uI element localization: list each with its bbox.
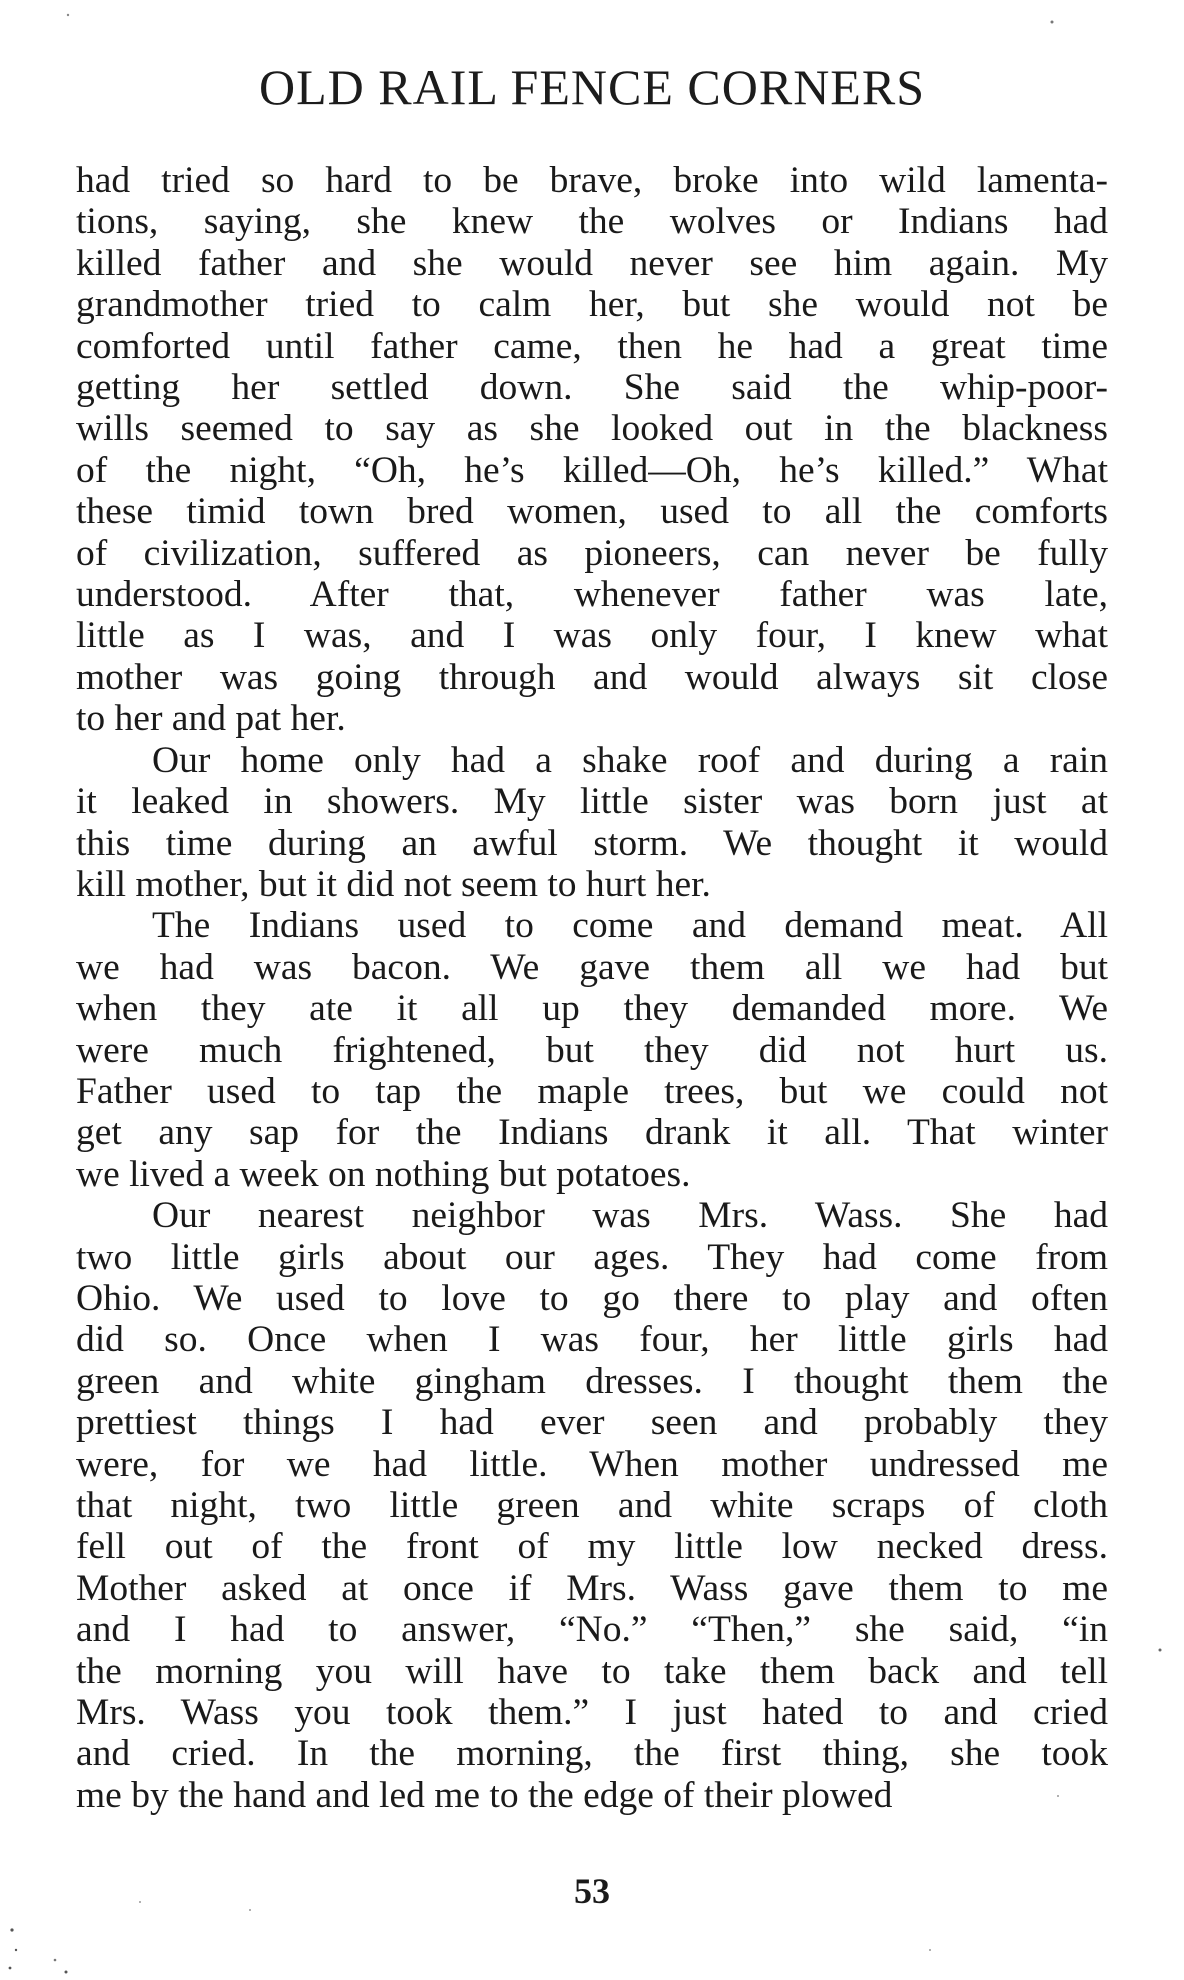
paragraph <box>76 740 1108 906</box>
text-line: Mother asked at once if Mrs. Wass gave them to me <box>76 1567 1108 1609</box>
text-line: Our nearest neighbor was Mrs. Wass. She had <box>152 1195 1108 1237</box>
text-line: understood. After that, whenever father was late, <box>76 574 1108 616</box>
text-line: when they ate it all up they demanded more. We <box>76 988 1108 1030</box>
text-line: we had was bacon. We gave them all we had but <box>76 946 1108 988</box>
paragraph <box>76 160 1108 740</box>
text-line: it leaked in showers. My little sister was born just at <box>76 781 1108 823</box>
text-line: little as I was, and I was only four, I knew what <box>76 615 1108 657</box>
text-line: and I had to answer, “No.” “Then,” she said, “in <box>76 1609 1108 1651</box>
page-number: 53 <box>574 1871 610 1911</box>
text-line: me by the hand and led me to the edge of their plowed <box>76 1774 893 1816</box>
text-line: of the night, “Oh, he’s killed—Oh, he’s killed.” What <box>76 449 1108 491</box>
text-line: Our home only had a shake roof and during a rain <box>152 739 1108 781</box>
text-line: Ohio. We used to love to go there to play and often <box>76 1277 1108 1319</box>
text-line: killed father and she would never see him again. My <box>76 242 1108 284</box>
text-line: Mrs. Wass you took them.” I just hated to and cried <box>76 1692 1108 1734</box>
paragraph <box>76 905 1108 1195</box>
text-line: did so. Once when I was four, her little girls had <box>76 1319 1108 1361</box>
text-line: and cried. In the morning, the first thing, she took <box>76 1733 1108 1775</box>
text-line: getting her settled down. She said the whip-poor- <box>76 367 1108 409</box>
text-line: were much frightened, but they did not hurt us. <box>76 1029 1108 1071</box>
text-line: to her and pat her. <box>76 698 346 740</box>
text-line: we lived a week on nothing but potatoes. <box>76 1153 691 1195</box>
text-line: comforted until father came, then he had a great time <box>76 325 1108 367</box>
paragraph <box>76 1195 1108 1816</box>
text-line: kill mother, but it did not seem to hurt her. <box>76 863 711 905</box>
text-line: mother was going through and would always sit close <box>76 656 1108 698</box>
text-line: that night, two little green and white scraps of cloth <box>76 1485 1108 1526</box>
text-line: The Indians used to come and demand meat. All <box>152 905 1108 947</box>
text-line: had tried so hard to be brave, broke into wild lamenta- <box>76 160 1108 201</box>
text-line: grandmother tried to calm her, but she would not be <box>76 284 1108 326</box>
text-line: Father used to tap the maple trees, but we could not <box>76 1070 1108 1112</box>
text-line: fell out of the front of my little low necked dress. <box>76 1526 1108 1568</box>
text-line: prettiest things I had ever seen and probably they <box>76 1402 1108 1444</box>
text-line: two little girls about our ages. They had come from <box>76 1236 1108 1278</box>
text-line: these timid town bred women, used to all the comforts <box>76 491 1108 533</box>
text-line: the morning you will have to take them back and tell <box>76 1650 1108 1692</box>
text-line: green and white gingham dresses. I thought them the <box>76 1360 1108 1402</box>
running-head: OLD RAIL FENCE CORNERS <box>258 59 926 115</box>
text-line: tions, saying, she knew the wolves or Indians had <box>76 201 1108 243</box>
text-line: this time during an awful storm. We thought it would <box>76 822 1108 864</box>
body-text <box>76 160 1108 1816</box>
text-line: get any sap for the Indians drank it all. That winter <box>76 1112 1108 1154</box>
text-line: of civilization, suffered as pioneers, can never be fully <box>76 532 1108 574</box>
text-line: wills seemed to say as she looked out in the blackness <box>76 408 1108 450</box>
text-line: were, for we had little. When mother undressed me <box>76 1443 1108 1485</box>
